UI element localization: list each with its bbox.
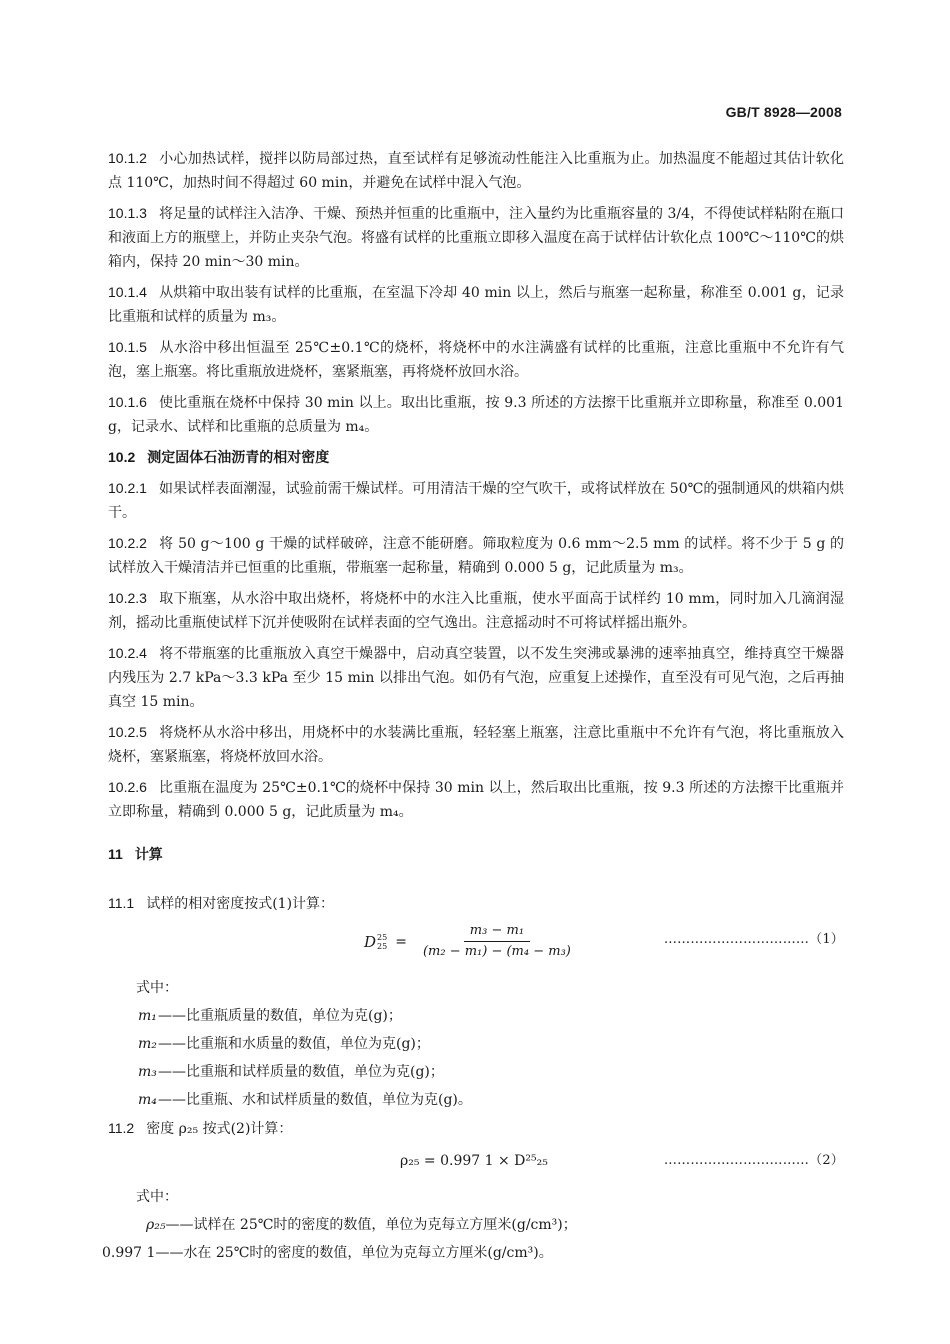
clause — [108, 586, 844, 635]
clause-text: 从水浴中移出恒温至 25℃±0.1℃的烧杯，将烧杯中的水注满盛有试样的比重瓶，注意比重瓶中不允许有气泡，塞上瓶塞。将比重瓶放进烧杯，塞紧瓶塞，再将烧杯放回水浴。 — [108, 340, 844, 380]
clause-text: 从烘箱中取出装有试样的比重瓶，在室温下冷却 40 min 以上，然后与瓶塞一起称量，称准至 0.001 g，记录比重瓶和试样的质量为 m₃。 — [108, 285, 844, 325]
clause — [108, 476, 844, 525]
formula-sub: 25 — [377, 941, 388, 951]
clause-number: 10.2 — [108, 449, 136, 465]
formula-numerator: m₃ − m₁ — [464, 922, 530, 942]
clause-number: 10.1.2 — [108, 150, 147, 166]
variable-symbol: m₄ — [138, 1092, 157, 1108]
variable-description: ——比重瓶和试样质量的数值，单位为克(g)； — [158, 1064, 444, 1080]
where-label: 式中： — [136, 980, 178, 996]
clause-number: 10.2.2 — [108, 535, 147, 551]
formula-fraction — [417, 922, 577, 961]
variable-description: ——比重瓶质量的数值，单位为克(g)； — [158, 1008, 402, 1024]
clause-number: 10.1.5 — [108, 339, 147, 355]
clause-text: 将 50 g～100 g 干燥的试样破碎，注意不能研磨。筛取粒度为 0.6 mm～2.5 mm 的试样。将不少于 5 g 的试样放入干燥清洁并已恒重的比重瓶，带瓶塞一起称量，精确到 0.000 5 g，记此质量为 m₃。 — [108, 536, 844, 576]
clause-number: 10.2.6 — [108, 779, 147, 795]
section-heading — [108, 445, 844, 470]
standard-number: GB/T 8928—2008 — [725, 104, 842, 120]
clause-number: 10.2.1 — [108, 480, 147, 496]
variable-definition — [138, 1004, 844, 1028]
clause-text: 密度 ρ₂₅ 按式(2)计算： — [146, 1121, 293, 1137]
clause-text: 将足量的试样注入洁净、干燥、预热并恒重的比重瓶中，注入量约为比重瓶容量的 3/4，不得使试样粘附在瓶口和液面上方的瓶壁上，并防止夹杂气泡。将盛有试样的比重瓶立即移入温度在高于试样估计软化点 100℃～110℃的烘箱内，保持 20 min～30 min。 — [108, 206, 844, 270]
clause-text: 试样的相对密度按式(1)计算： — [146, 896, 335, 912]
clause-text: 如果试样表面潮湿，试验前需干燥试样。可用清洁干燥的空气吹干，或将试样放在 50℃的强制通风的烘箱内烘干。 — [108, 481, 844, 521]
clause-text: 测定固体石油沥青的相对密度 — [147, 450, 330, 466]
formula-number: ……………………………（1） — [663, 932, 844, 947]
variable-definition — [138, 1032, 844, 1056]
clause-11-1 — [108, 891, 844, 916]
variable-symbol: 0.997 1 — [102, 1245, 156, 1261]
clause-text: 使比重瓶在烧杯中保持 30 min 以上。取出比重瓶，按 9.3 所述的方法擦干比重瓶并立即称量，称准至 0.001 g，记录水、试样和比重瓶的总质量为 m₄。 — [108, 395, 844, 435]
section-number: 11 — [108, 846, 123, 862]
where-label: 式中： — [136, 1189, 178, 1205]
clause — [108, 201, 844, 274]
section-title: 计算 — [134, 847, 163, 863]
section-11-heading — [108, 842, 844, 867]
formula-1: D 25 25 = $\frac{\text{m₃ − m₁}}{\text{(m₂ − m₁) − (m₄ − m₃)}}$ ……………………………（1） — [364, 923, 844, 959]
formula-2 — [108, 1147, 844, 1177]
clause-text: 比重瓶在温度为 25℃±0.1℃的烧杯中保持 30 min 以上，然后取出比重瓶，按 9.3 所述的方法擦干比重瓶并立即称量，精确到 0.000 5 g，记此质量为 m₄。 — [108, 780, 844, 820]
variable-list-1 — [108, 1004, 844, 1112]
formula-lhs-indices — [377, 933, 387, 951]
clause-number: 10.2.5 — [108, 724, 147, 740]
variable-description: ——试样在 25℃时的密度的数值，单位为克每立方厘米(g/cm³)； — [165, 1217, 577, 1233]
formula-number: ……………………………（2） — [663, 1153, 844, 1168]
clause-text: 取下瓶塞，从水浴中取出烧杯，将烧杯中的水注入比重瓶，使水平面高于试样约 10 mm，同时加入几滴润湿剂，摇动比重瓶使试样下沉并使吸附在试样表面的空气逸出。注意摇动时不可将试样摇出瓶外。 — [108, 591, 844, 631]
clause-number: 11.1 — [108, 895, 135, 911]
clause — [108, 335, 844, 384]
clause-text: 将不带瓶塞的比重瓶放入真空干燥器中，启动真空装置，以不发生突沸或暴沸的速率抽真空，维持真空干燥器内残压为 2.7 kPa～3.3 kPa 至少 15 min 以排出气泡。如仍有气泡，应重复上述操作，直至没有可见气泡，之后再抽真空 15 min。 — [108, 646, 844, 710]
clause-number: 10.1.6 — [108, 394, 147, 410]
clause-text: 将烧杯从水浴中移出，用烧杯中的水装满比重瓶，轻轻塞上瓶塞，注意比重瓶中不允许有气泡，将比重瓶放入烧杯，塞紧瓶塞，将烧杯放回水浴。 — [108, 725, 844, 765]
clause — [108, 280, 844, 329]
clause — [108, 390, 844, 439]
variable-definition — [138, 1060, 844, 1084]
variable-symbol: m₃ — [138, 1064, 157, 1080]
variable-description: ——水在 25℃时的密度的数值，单位为克每立方厘米(g/cm³)。 — [155, 1245, 553, 1261]
clause-text: 小心加热试样，搅拌以防局部过热，直至试样有足够流动性能注入比重瓶为止。加热温度不能超过其估计软化点 110℃，加热时间不得超过 60 min，并避免在试样中混入气泡。 — [108, 151, 844, 191]
formula-sup: 25 — [377, 932, 388, 942]
clause — [108, 720, 844, 769]
variable-symbol: ρ₂₅ — [146, 1217, 166, 1233]
variable-definition — [138, 1088, 844, 1112]
variable-symbol: m₁ — [138, 1008, 157, 1024]
variable-symbol: m₂ — [138, 1036, 157, 1052]
variable-list-2 — [102, 1213, 844, 1265]
formula-expression: ρ₂₅ = 0.997 1 × D²⁵₂₅ — [400, 1153, 548, 1169]
formula-lhs: D — [364, 932, 377, 951]
clause-number: 10.2.4 — [108, 645, 147, 661]
document-body — [102, 146, 844, 1269]
clause — [108, 531, 844, 580]
variable-definition — [146, 1213, 844, 1237]
variable-description: ——比重瓶、水和试样质量的数值，单位为克(g)。 — [158, 1092, 472, 1108]
sections — [108, 146, 844, 824]
clause-number: 11.2 — [108, 1120, 135, 1136]
variable-definition — [102, 1241, 844, 1265]
clause — [108, 775, 844, 824]
variable-description: ——比重瓶和水质量的数值，单位为克(g)； — [158, 1036, 430, 1052]
clause-number: 10.1.4 — [108, 284, 147, 300]
clause — [108, 641, 844, 714]
formula-denominator: (m₂ − m₁) − (m₄ − m₃) — [422, 944, 571, 959]
clause-number: 10.1.3 — [108, 205, 147, 221]
clause — [108, 146, 844, 195]
clause-number: 10.2.3 — [108, 590, 147, 606]
clause-11-2 — [108, 1116, 844, 1141]
